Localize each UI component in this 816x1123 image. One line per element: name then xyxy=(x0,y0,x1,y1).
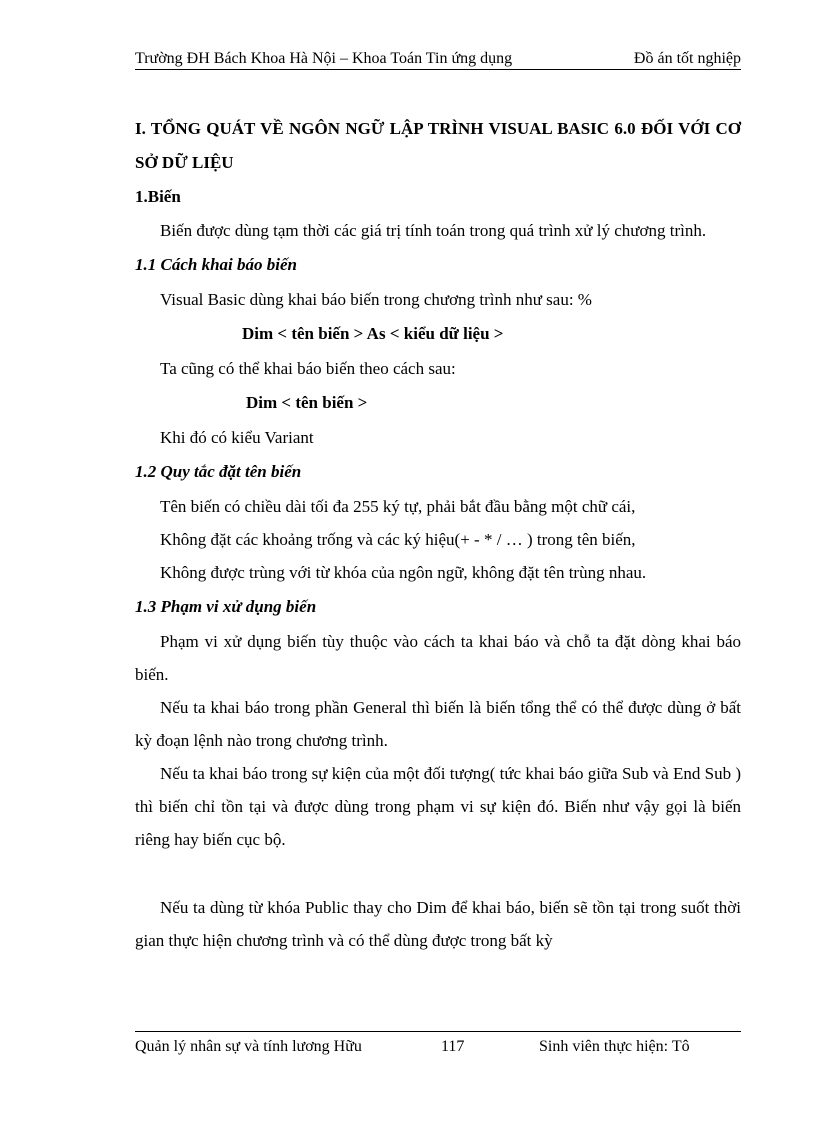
footer-left: Quản lý nhân sự và tính lương Hữu xyxy=(135,1038,362,1055)
paragraph: Ta cũng có thể khai báo biến theo cách sau: xyxy=(160,359,456,378)
paragraph: Tên biến có chiều dài tối đa 255 ký tự, phải bắt đầu bằng một chữ cái, xyxy=(160,497,636,516)
footer-divider xyxy=(135,1031,741,1032)
header-right: Đồ án tốt nghiệp xyxy=(633,50,741,67)
page-header xyxy=(135,50,741,70)
chapter-title: I. TỔNG QUÁT VỀ NGÔN NGỮ LẬP TRÌNH VISUAL BASIC 6.0 ĐỐI VỚI CƠ SỞ DỮ LIỆU xyxy=(135,119,741,172)
code-line: Dim < tên biến > As < kiểu dữ liệu > xyxy=(242,324,504,343)
code-line: Dim < tên biến > xyxy=(246,393,368,412)
paragraph: Nếu ta dùng từ khóa Public thay cho Dim để khai báo, biến sẽ tồn tại trong suốt thời gian thực hiện chương trình và có thể dùng được trong bất kỳ xyxy=(135,898,741,950)
document-body xyxy=(135,112,741,957)
paragraph: Nếu ta khai báo trong phần General thì biến là biến tổng thể có thể được dùng ở bất kỳ đoạn lệnh nào trong chương trình. xyxy=(135,698,741,750)
paragraph: Khi đó có kiểu Variant xyxy=(160,428,314,447)
footer-right: Sinh viên thực hiện: Tô xyxy=(539,1038,690,1055)
paragraph: Biến được dùng tạm thời các giá trị tính toán trong quá trình xử lý chương trình. xyxy=(160,221,707,240)
header-left: Trường ĐH Bách Khoa Hà Nội – Khoa Toán Tin ứng dụng xyxy=(135,50,513,67)
paragraph: Không được trùng với từ khóa của ngôn ngữ, không đặt tên trùng nhau. xyxy=(160,563,647,582)
section-heading-1: 1.Biến xyxy=(135,187,181,206)
subsection-heading-1-1: 1.1 Cách khai báo biến xyxy=(135,255,297,274)
paragraph: Phạm vi xử dụng biến tùy thuộc vào cách ta khai báo và chỗ ta đặt dòng khai báo biến. xyxy=(135,632,741,684)
page-number: 117 xyxy=(441,1038,465,1055)
paragraph: Nếu ta khai báo trong sự kiện của một đối tượng( tức khai báo giữa Sub và End Sub ) thì biến chỉ tồn tại và được dùng trong phạm vi sự kiện đó. Biến như vậy gọi là biến riêng hay biến cục bộ. xyxy=(135,764,741,849)
subsection-heading-1-3: 1.3 Phạm vi xử dụng biến xyxy=(135,597,317,616)
subsection-heading-1-2: 1.2 Quy tắc đặt tên biến xyxy=(135,462,302,481)
spacer xyxy=(135,856,741,891)
paragraph: Không đặt các khoảng trống và các ký hiệu(+ - * / … ) trong tên biến, xyxy=(160,530,636,549)
paragraph: Visual Basic dùng khai báo biến trong chương trình như sau: % xyxy=(160,290,592,309)
